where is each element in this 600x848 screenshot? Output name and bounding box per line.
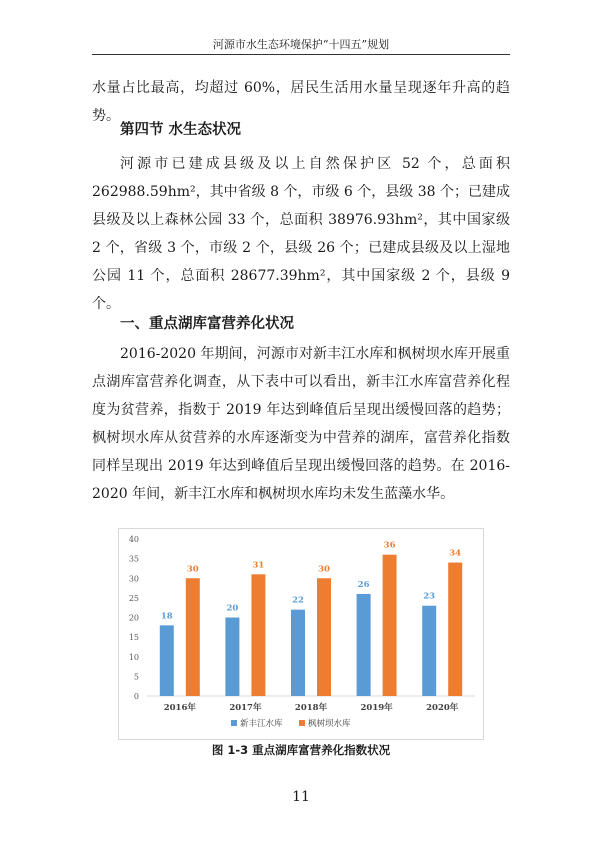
bar (422, 606, 436, 696)
bar (357, 594, 371, 696)
y-tick-label: 0 (133, 692, 139, 701)
header-rule (92, 54, 510, 55)
paragraph-protected-areas: 河源市已建成县级及以上自然保护区 52 个，总面积 262988.59hm²，其中省级 8 个，市级 6 个，县级 38 个；已建成县级及以上森林公园 33 个，总面积 38976.93hm²，其中国家级 2 个，省级 3 个，市级 2 个，县级 26 个；已建成县级及以上湿地公园 11 个，总面积 28677.39hm²，其中国家级 2 个，县级 9 个。 (92, 156, 510, 312)
bar (317, 578, 331, 696)
bar (448, 563, 462, 696)
x-tick-label: 2018年 (294, 703, 328, 713)
y-tick-label: 15 (128, 633, 139, 643)
data-label: 36 (383, 540, 396, 551)
eutrophication-chart (118, 528, 484, 740)
data-label: 20 (226, 603, 239, 614)
data-label: 26 (357, 579, 370, 590)
data-label: 34 (449, 548, 462, 559)
bar (291, 610, 305, 696)
data-label: 30 (318, 564, 330, 575)
bar (225, 618, 239, 697)
bar (160, 625, 174, 696)
y-tick-label: 20 (128, 613, 139, 623)
y-tick-label: 5 (133, 672, 139, 682)
paragraph-eutrophication: 2016-2020 年期间，河源市对新丰江水库和枫树坝水库开展重点湖库富营养化调查，从下表中可以看出，新丰江水库富营养化程度为贫营养，指数于 2019 年达到峰值后呈现出缓慢回落的趋势；枫树坝水库从贫营养的水库逐渐变为中营养的湖库，富营养化指数同样呈现出 2019 年达到峰值后呈现出缓慢回落的趋势。在 2016-2020 年间，新丰江水库和枫树坝水库均未发生蓝藻水华。 (92, 346, 510, 502)
y-tick-label: 10 (128, 652, 139, 662)
data-label: 22 (292, 595, 304, 606)
legend-swatch (299, 720, 305, 726)
data-label: 23 (423, 591, 436, 602)
running-header: 河源市水生态环境保护“十四五”规划 (212, 38, 390, 51)
subsection-title: 一、重点湖库富营养化状况 (120, 316, 294, 332)
y-tick-label: 35 (128, 554, 139, 564)
bar (383, 555, 397, 696)
data-label: 31 (252, 560, 265, 571)
bar (186, 578, 200, 696)
x-tick-label: 2020年 (426, 703, 459, 713)
figure-caption: 图 1-3 重点湖库富营养化指数状况 (211, 743, 391, 757)
x-tick-label: 2019年 (360, 703, 393, 713)
x-tick-label: 2016年 (163, 703, 196, 713)
x-tick-label: 2017年 (229, 703, 262, 713)
section-title: 第四节 水生态状况 (120, 122, 242, 138)
y-tick-label: 30 (128, 574, 139, 584)
y-tick-label: 40 (128, 535, 139, 544)
page-number: 11 (292, 789, 310, 805)
paragraph-water-use: 水量占比最高，均超过 60%，居民生活用水量呈现逐年升高的趋势。 (92, 80, 510, 124)
legend-label: 新丰江水库 (240, 719, 283, 729)
bar (251, 574, 265, 696)
data-label: 18 (160, 611, 173, 622)
y-tick-label: 25 (128, 593, 139, 603)
legend-label: 枫树坝水库 (308, 719, 351, 729)
legend-swatch (231, 720, 237, 726)
data-label: 30 (186, 564, 199, 575)
eutrophication-chart-svg (119, 529, 483, 739)
